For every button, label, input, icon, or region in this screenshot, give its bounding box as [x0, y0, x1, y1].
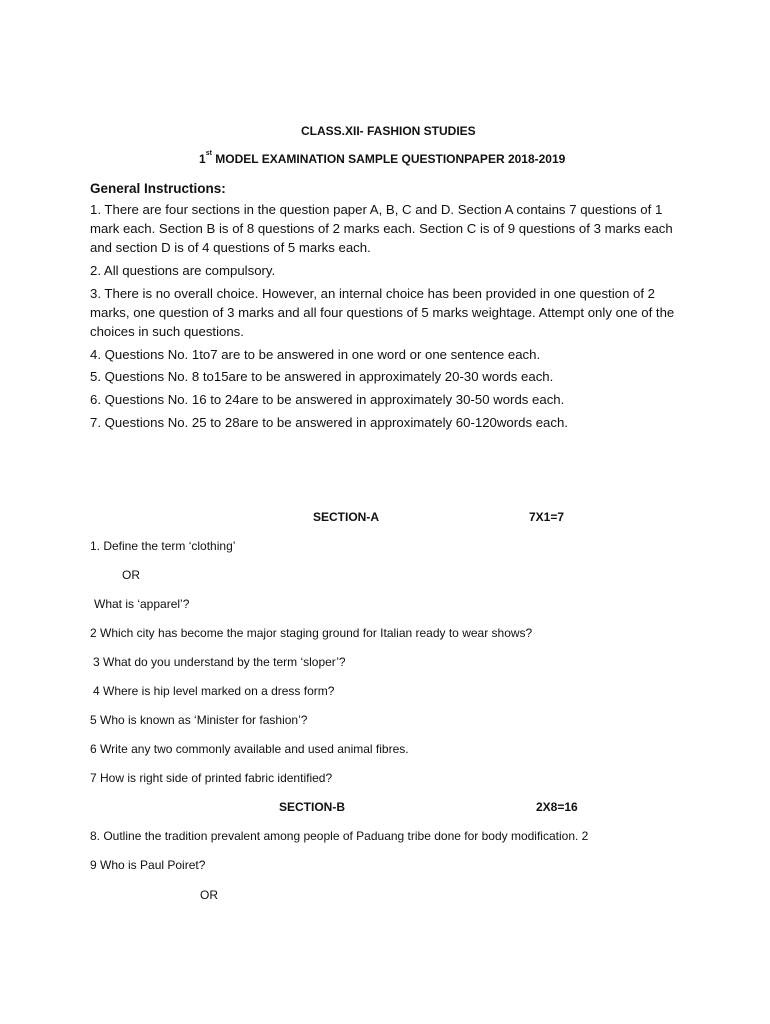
question-3: 3 What do you understand by the term ‘sloper’? [93, 655, 346, 669]
exam-title-rest: MODEL EXAMINATION SAMPLE QUESTIONPAPER 2018-2019 [211, 152, 566, 166]
question-1-alt: What is ‘apparel’? [94, 597, 190, 611]
instruction-item-2: 2. All questions are compulsory. [90, 263, 276, 278]
section-a-title: SECTION-A [313, 510, 379, 524]
instruction-item-7: 7. Questions No. 25 to 28are to be answered in approximately 60-120words each. [90, 415, 568, 430]
section-b-title: SECTION-B [279, 800, 345, 814]
question-9: 9 Who is Paul Poiret? [90, 858, 206, 872]
question-5: 5 Who is known as ‘Minister for fashion’? [90, 713, 308, 727]
exam-title-prefix: 1 [199, 152, 206, 166]
instruction-item-4: 4. Questions No. 1to7 are to be answered in one word or one sentence each. [90, 347, 541, 362]
question-7: 7 How is right side of printed fabric identified? [90, 771, 333, 785]
class-title: CLASS.XII- FASHION STUDIES [301, 124, 476, 138]
question-2: 2 Which city has become the major staging ground for Italian ready to wear shows? [90, 626, 533, 640]
instruction-item-1: 1. There are four sections in the question paper A, B, C and D. Section A contains 7 questions of 1 mark each. Section B is of 8 questions of 2 marks each. Section C is of 9 questions of 3 marks each and section D is of 4 questions of 5 marks each. [90, 202, 673, 255]
question-9-or: OR [200, 888, 218, 902]
section-b-marks: 2X8=16 [536, 800, 578, 814]
exam-title-sup: st [205, 150, 212, 157]
question-1: 1. Define the term ‘clothing’ [90, 539, 236, 553]
question-4: 4 Where is hip level marked on a dress form? [93, 684, 335, 698]
section-a-marks: 7X1=7 [529, 510, 565, 524]
question-1-or: OR [122, 568, 140, 582]
instruction-item-5: 5. Questions No. 8 to15are to be answered in approximately 20-30 words each. [90, 369, 554, 384]
instruction-item-3: 3. There is no overall choice. However, an internal choice has been provided in one question of 2 marks, one question of 3 marks and all four questions of 5 marks weightage. Attempt only one of the choices in such questions. [90, 286, 675, 339]
question-8: 8. Outline the tradition prevalent among people of Paduang tribe done for body modification. 2 [90, 829, 589, 843]
question-6: 6 Write any two commonly available and used animal fibres. [90, 742, 409, 756]
exam-title [199, 152, 565, 166]
instruction-item-6: 6. Questions No. 16 to 24are to be answered in approximately 30-50 words each. [90, 392, 565, 407]
instructions-heading: General Instructions: [90, 181, 226, 196]
